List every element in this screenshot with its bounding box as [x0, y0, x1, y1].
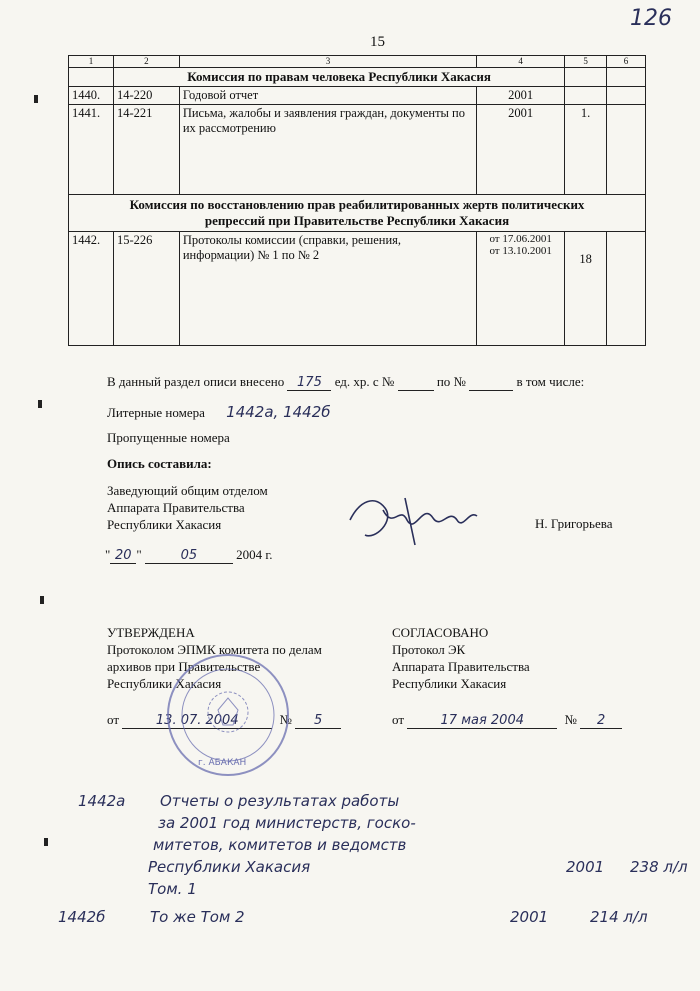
- agreed-number: 2: [580, 713, 622, 729]
- date-day: 20: [110, 548, 136, 564]
- date-month: 05: [145, 548, 233, 564]
- binding-mark: [40, 596, 44, 604]
- note-sheets: 238 л/л: [630, 858, 688, 876]
- handwritten-note-1442b: [58, 908, 688, 926]
- agreed-date: 17 мая 2004: [407, 713, 557, 729]
- approved-date: 13. 07. 2004: [122, 713, 272, 729]
- note-line: за 2001 год министерств, госко-: [158, 814, 416, 832]
- row-dates: 2001: [477, 87, 565, 105]
- summary-line: [107, 374, 584, 391]
- binding-mark: [38, 400, 42, 408]
- table-header-cell: 3: [179, 56, 476, 68]
- note-sheets: 214 л/л: [590, 908, 648, 926]
- row-dates: [477, 232, 565, 346]
- binding-mark: [34, 95, 38, 103]
- note-line: То же Том 2: [150, 908, 245, 926]
- inventory-table: [68, 55, 646, 346]
- summary-prefix: В данный раздел описи внесено: [107, 374, 285, 389]
- row-note: [607, 105, 646, 195]
- seal-city: г. АБАКАН: [198, 758, 247, 768]
- table-row: [69, 232, 646, 346]
- table-header-cell: 2: [113, 56, 179, 68]
- row-sheets: 18: [565, 232, 607, 346]
- row-title: Письма, жалобы и заявления граждан, документы по их рассмотрению: [179, 105, 476, 195]
- handwritten-note-1442a: [78, 790, 688, 900]
- note-code: 1442б: [58, 908, 106, 926]
- page-number: 15: [370, 34, 385, 50]
- row-sheets: [565, 87, 607, 105]
- table-row: [69, 87, 646, 105]
- row-dates: 2001: [477, 105, 565, 195]
- summary-count: 175: [287, 375, 331, 391]
- note-code: 1442а: [78, 792, 126, 810]
- table-header-row: [69, 56, 646, 68]
- note-line: Том. 1: [148, 880, 197, 898]
- row-number: 1441.: [69, 105, 114, 195]
- agreed-protocol-line: от 17 мая 2004 № 2: [392, 712, 622, 729]
- agreed-block: СОГЛАСОВАНО Протокол ЭК Аппарата Правительства Республики Хакасия: [392, 625, 530, 691]
- row-date-from: от 17.06.2001: [489, 233, 552, 245]
- summary-to-blank: [469, 374, 513, 391]
- row-note: [607, 232, 646, 346]
- row-note: [607, 87, 646, 105]
- section-title: Комиссия по восстановлению прав реабилитированных жертв политических репрессий при Правительстве Республики Хакасия: [69, 195, 646, 232]
- date-year: 2004 г.: [236, 547, 273, 562]
- letter-numbers-value: 1442а, 1442б: [226, 403, 331, 421]
- note-year: 2001: [566, 858, 605, 876]
- letter-numbers-line: [107, 403, 331, 421]
- summary-mid2: по №: [436, 374, 466, 389]
- table-header-cell: 1: [69, 56, 114, 68]
- approved-number: 5: [295, 713, 341, 729]
- summary-suffix: в том числе:: [516, 374, 585, 389]
- table-header-cell: 6: [607, 56, 646, 68]
- missed-numbers-label: Пропущенные номера: [107, 430, 230, 445]
- row-index: 14-221: [113, 105, 179, 195]
- row-number: 1440.: [69, 87, 114, 105]
- row-index: 14-220: [113, 87, 179, 105]
- table-header-cell: 5: [565, 56, 607, 68]
- section-row: [69, 195, 646, 232]
- row-number: 1442.: [69, 232, 114, 346]
- signer-position: Аппарата Правительства: [107, 500, 245, 515]
- signature-date: " 20 " 05 2004 г.: [105, 547, 273, 563]
- approved-title: УТВЕРЖДЕНА: [107, 625, 195, 640]
- note-line: Отчеты о результатах работы: [160, 792, 400, 810]
- summary-mid1: ед. хр. с №: [334, 374, 395, 389]
- table-header-cell: 4: [477, 56, 565, 68]
- approved-block: УТВЕРЖДЕНА Протоколом ЭПМК комитета по делам архивов при Правительстве Республики Хакасия: [107, 625, 322, 691]
- section-row: [69, 68, 646, 87]
- signer-position: Республики Хакасия: [107, 517, 222, 532]
- signer-block: [107, 482, 268, 533]
- signer-name: Н. Григорьева: [535, 516, 613, 531]
- compiled-label: Опись составила:: [107, 456, 212, 471]
- row-sheets: 1.: [565, 105, 607, 195]
- row-title: Протоколы комиссии (справки, решения, информации) № 1 по № 2: [179, 232, 476, 346]
- note-line: Республики Хакасия: [148, 858, 311, 876]
- binding-mark: [44, 838, 48, 846]
- agreed-title: СОГЛАСОВАНО: [392, 625, 489, 640]
- corner-archive-number: 126: [630, 6, 672, 31]
- section-title: Комиссия по правам человека Республики Хакасия: [113, 68, 564, 87]
- note-year: 2001: [510, 908, 549, 926]
- row-index: 15-226: [113, 232, 179, 346]
- row-date-to: от 13.10.2001: [489, 245, 552, 257]
- letter-numbers-label: Литерные номера: [107, 405, 205, 420]
- row-title: Годовой отчет: [179, 87, 476, 105]
- signer-position: Заведующий общим отделом: [107, 483, 268, 498]
- table-row: [69, 105, 646, 195]
- approved-protocol-line: от 13. 07. 2004 № 5: [107, 712, 341, 729]
- note-line: митетов, комитетов и ведомств: [153, 836, 407, 854]
- signature-image: [345, 490, 485, 550]
- summary-from-blank: [398, 374, 434, 391]
